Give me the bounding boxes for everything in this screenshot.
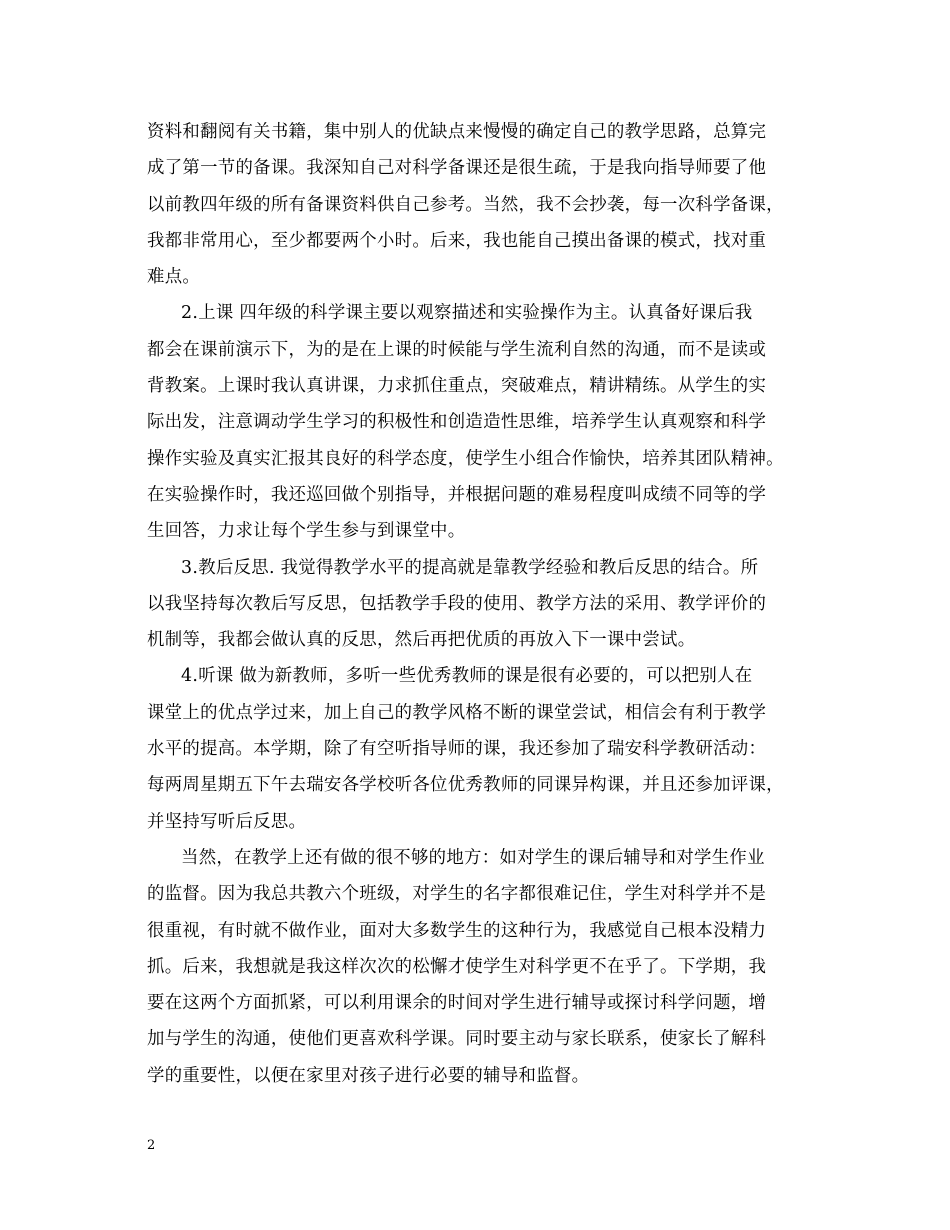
page-number: 2 (147, 1138, 156, 1153)
text-line: 以我坚持每次教后写反思，包括教学手段的使用、教学方法的采用、教学评价的 (147, 593, 767, 614)
text-line: 当然，在教学上还有做的很不够的地方：如对学生的课后辅导和对学生作业 (181, 847, 765, 868)
text-line: 机制等，我都会做认真的反思，然后再把优质的再放入下一课中尝试。 (147, 630, 696, 651)
text-line: 以前教四年级的所有备课资料供自己参考。当然，我不会抄袭，每一次科学备课， (147, 194, 784, 215)
text-line: 生回答，力求让每个学生参与到课堂中。 (147, 521, 466, 542)
text-line: 在实验操作时，我还巡回做个别指导，并根据问题的难易程度叫成绩不同等的学 (147, 484, 767, 505)
text-line: 抓。后来，我想就是我这样次次的松懈才使学生对科学更不在乎了。下学期，我 (147, 956, 767, 977)
text-line: 要在这两个方面抓紧，可以利用课余的时间对学生进行辅导或探讨科学问题，增 (147, 993, 767, 1014)
text-line: 操作实验及真实汇报其良好的科学态度，使学生小组合作愉快，培养其团队精神。 (147, 448, 784, 469)
text-line: 际出发，注意调动学生学习的积极性和创造造性思维，培养学生认真观察和科学 (147, 412, 767, 433)
text-line: 很重视，有时就不做作业，面对大多数学生的这种行为，我感觉自己根本没精力 (147, 920, 767, 941)
text-line: 4.听课 做为新教师，多听一些优秀教师的课是很有必要的，可以把别人在 (181, 666, 753, 687)
text-line: 学的重要性，以便在家里对孩子进行必要的辅导和监督。 (147, 1065, 590, 1086)
text-line: 我都非常用心，至少都要两个小时。后来，我也能自己摸出备课的模式，找对重 (147, 230, 767, 251)
body-text (147, 114, 807, 1094)
text-line: 水平的提高。本学期，除了有空听指导师的课，我还参加了瑞安科学教研活动： (147, 739, 767, 760)
text-line: 成了第一节的备课。我深知自己对科学备课还是很生疏，于是我向指导师要了他 (147, 158, 767, 179)
text-line: 3.教后反思. 我觉得教学水平的提高就是靠教学经验和教后反思的结合。所 (181, 557, 759, 578)
text-line: 难点。 (147, 267, 201, 288)
text-line: 并坚持写听后反思。 (147, 811, 307, 832)
text-line: 2.上课 四年级的科学课主要以观察描述和实验操作为主。认真备好课后我 (181, 303, 753, 324)
text-line: 每两周星期五下午去瑞安各学校听各位优秀教师的同课异构课，并且还参加评课， (147, 775, 784, 796)
text-line: 背教案。上课时我认真讲课，力求抓住重点，突破难点，精讲精练。从学生的实 (147, 376, 767, 397)
text-line: 加与学生的沟通，使他们更喜欢科学课。同时要主动与家长联系，使家长了解科 (147, 1029, 767, 1050)
text-line: 都会在课前演示下，为的是在上课的时候能与学生流利自然的沟通，而不是读或 (147, 339, 767, 360)
text-line: 资料和翻阅有关书籍，集中别人的优缺点来慢慢的确定自己的教学思路，总算完 (147, 122, 767, 142)
text-line: 课堂上的优点学过来，加上自己的教学风格不断的课堂尝试，相信会有利于教学 (147, 702, 767, 723)
text-line: 的监督。因为我总共教六个班级，对学生的名字都很难记住，学生对科学并不是 (147, 884, 767, 905)
